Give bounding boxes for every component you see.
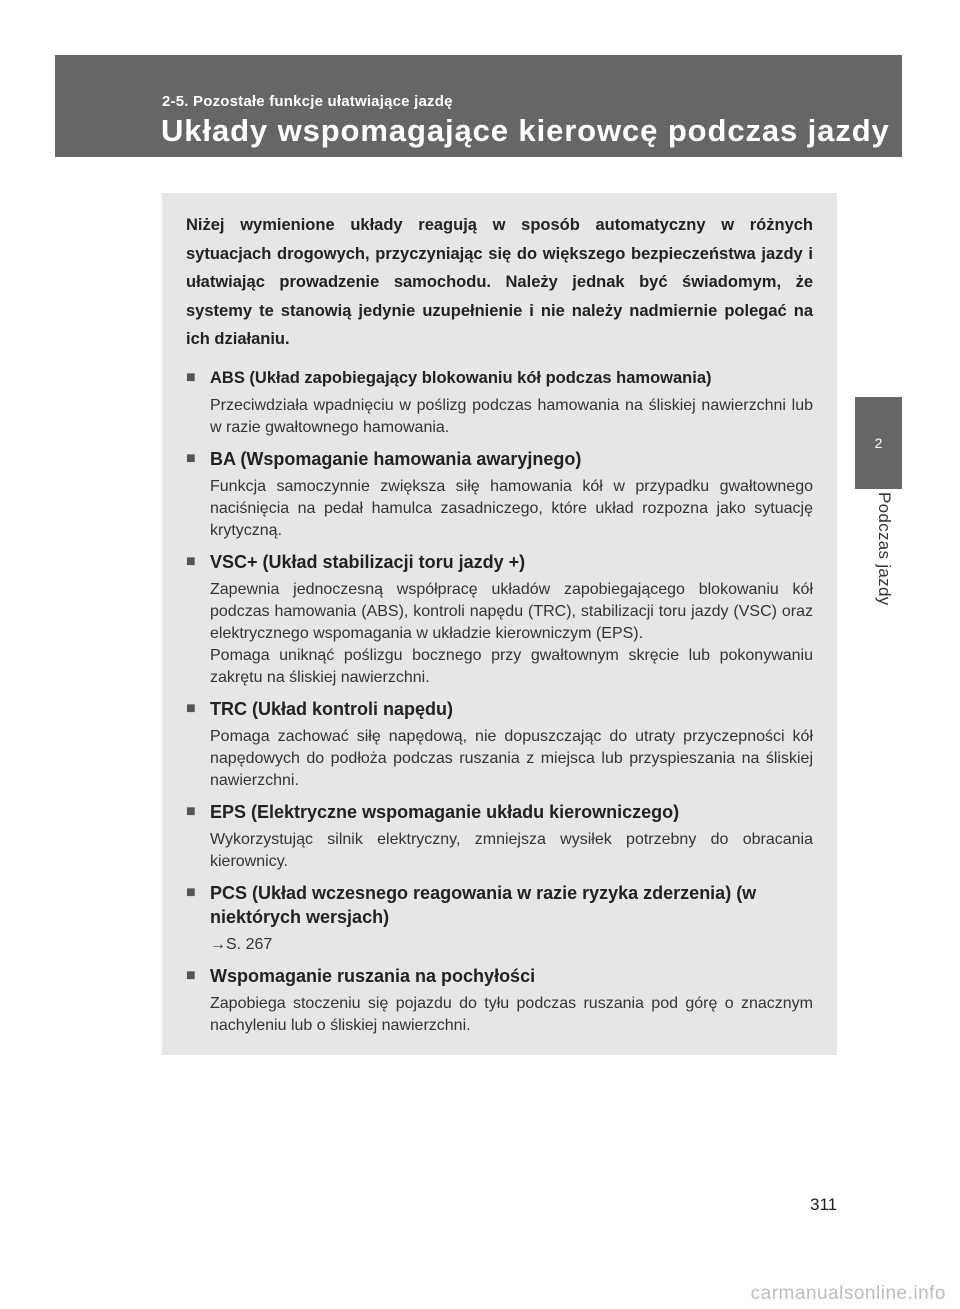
chapter-tab[interactable]	[855, 397, 902, 489]
item-heading	[186, 697, 813, 721]
item-description	[210, 993, 813, 1037]
square-bullet-icon: ■	[186, 883, 196, 901]
square-bullet-icon: ■	[186, 368, 196, 386]
square-bullet-icon: ■	[186, 802, 196, 820]
square-bullet-icon: ■	[186, 552, 196, 570]
page-title: Układy wspomagające kierowcę podczas jazdy	[161, 113, 890, 148]
item-title: ABS (Układ zapobiegający blokowaniu kół podczas hamowania)	[210, 368, 712, 387]
chapter-number: 2	[874, 435, 883, 451]
item-text: Przeciwdziała wpadnięciu w poślizg podczas hamowania na śliskiej nawierzchni lub w razie gwałtownego hamowania.	[210, 396, 813, 436]
item-title: PCS (Układ wczesnego reagowania w razie ryzyka zderzenia) (w niektórych wersjach)	[210, 882, 757, 927]
chapter-label: Podczas jazdy	[875, 492, 894, 606]
item-trc	[186, 697, 813, 792]
item-title: Wspomaganie ruszania na pochyłości	[210, 965, 536, 986]
item-description	[210, 395, 813, 439]
square-bullet-icon: ■	[186, 699, 196, 717]
item-heading	[186, 964, 813, 988]
section-label: 2-5. Pozostałe funkcje ułatwiające jazdę	[162, 93, 453, 110]
item-description	[210, 579, 813, 689]
square-bullet-icon: ■	[186, 449, 196, 467]
item-ba	[186, 447, 813, 542]
item-text: Zapobiega stoczeniu się pojazdu do tyłu podczas ruszania pod górę o znacznym nachyleniu lub o śliskiej nawierzchni.	[210, 994, 813, 1034]
item-pcs	[186, 881, 813, 956]
item-heading	[186, 366, 813, 390]
item-description	[210, 934, 813, 956]
page-number: 311	[810, 1195, 838, 1214]
intro-paragraph: Niżej wymienione układy reagują w sposób automatyczny w różnych sytuacjach drogowych, przyczyniając się do większego bezpieczeństwa jazdy i ułatwiając prowadzenie samochodu. Należy jednak być świadomym, że systemy te stanowią jedynie uzupełnienie i nie należy nadmiernie polegać na ich działaniu.	[186, 216, 813, 348]
item-heading	[186, 550, 813, 574]
item-heading	[186, 447, 813, 471]
item-description	[210, 726, 813, 792]
item-text: Wykorzystując silnik elektryczny, zmniejsza wysiłek potrzebny do obracania kierownicy.	[210, 830, 813, 870]
item-eps	[186, 800, 813, 873]
item-text: Funkcja samoczynnie zwiększa siłę hamowania kół w przypadku gwałtownego naciśnięcia na pedał hamulca zasadniczego, które układ rozpozna jako sytuację krytyczną.	[210, 477, 813, 539]
item-title: VSC+ (Układ stabilizacji toru jazdy +)	[210, 551, 526, 572]
square-bullet-icon: ■	[186, 966, 196, 984]
item-vsc	[186, 550, 813, 689]
item-abs	[186, 366, 813, 439]
item-title: BA (Wspomaganie hamowania awaryjnego)	[210, 448, 582, 469]
item-heading	[186, 881, 813, 929]
content-box	[162, 193, 837, 1055]
item-description	[210, 829, 813, 873]
header-banner	[55, 55, 902, 157]
item-hill-start	[186, 964, 813, 1037]
item-description	[210, 476, 813, 542]
item-text: Zapewnia jednoczesną współpracę układów zapobiegającego blokowaniu kół podczas hamowania (ABS), kontroli napędu (TRC), stabilizacji toru jazdy (VSC) oraz elektrycznego wspomagania w układzie kierowniczym (EPS).	[210, 580, 813, 642]
watermark: carmanualsonline.info	[750, 1283, 946, 1304]
item-text: Pomaga zachować siłę napędową, nie dopuszczając do utraty przyczepności kół napędowych do podłoża podczas ruszania z miejsca lub przyspieszania na śliskiej nawierzchni.	[210, 727, 813, 789]
item-heading	[186, 800, 813, 824]
item-text-2: Pomaga uniknąć poślizgu bocznego przy gwałtownym skręcie lub pokonywaniu zakrętu na śliskiej nawierzchni.	[210, 646, 813, 686]
page-reference-link[interactable]: →S. 267	[210, 935, 273, 953]
item-title: TRC (Układ kontroli napędu)	[210, 698, 453, 719]
item-title: EPS (Elektryczne wspomaganie układu kierowniczego)	[210, 801, 680, 822]
